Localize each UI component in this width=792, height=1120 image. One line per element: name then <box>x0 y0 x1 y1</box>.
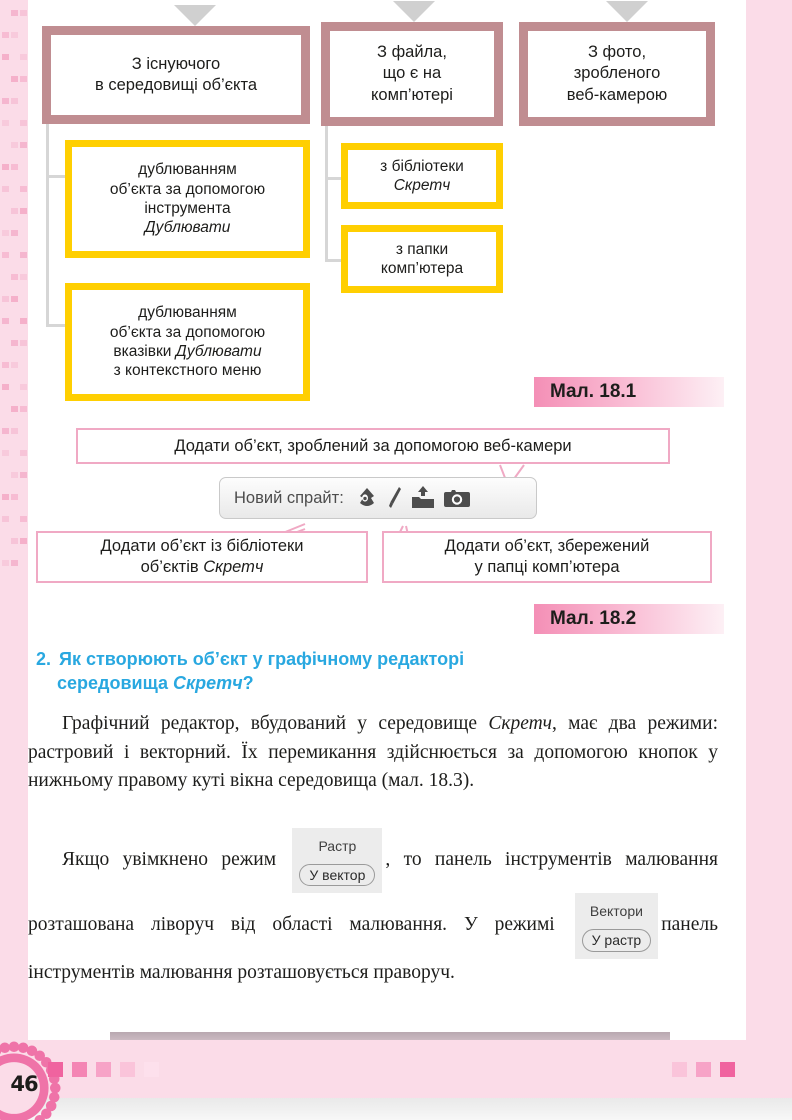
box-line: зробленого <box>573 64 661 83</box>
raster-mode-label: Растр <box>318 838 357 854</box>
box-line: веб-камерою <box>566 85 668 104</box>
box-line: З фото, <box>587 43 647 62</box>
footer-square <box>120 1062 135 1077</box>
new-sprite-label: Новий спрайт: <box>234 488 344 507</box>
diagram-box-from-scratch-library <box>341 143 503 209</box>
box-line: з бібліотеки <box>380 157 464 175</box>
callout-line: у папці комп’ютера <box>474 558 620 576</box>
footer-square <box>48 1062 63 1077</box>
footer-square <box>144 1062 159 1077</box>
figure-label-18-2: Мал. 18.2 <box>534 604 724 634</box>
camera-icon[interactable] <box>443 485 471 511</box>
connector-middle-vertical <box>325 126 328 262</box>
footer-square <box>96 1062 111 1077</box>
page-number: 46 <box>10 1072 38 1096</box>
paragraph-2-part-a: Якщо увімкнено режим <box>62 849 277 871</box>
section-heading <box>36 648 696 696</box>
box-line: об’єкта за допомогою <box>109 323 266 341</box>
box-line: З існуючого <box>131 54 221 73</box>
box-line: що є на <box>382 64 442 83</box>
callout-line-italic: Скретч <box>203 558 264 576</box>
box-line-italic: Скретч <box>393 177 451 194</box>
box-line: вказівки <box>113 343 176 360</box>
sprite-library-icon[interactable] <box>354 485 380 511</box>
paragraph-1 <box>28 710 718 796</box>
callout-line: Додати об’єкт із бібліотеки <box>100 537 304 556</box>
diagram-box-from-file <box>321 22 503 126</box>
section-title-line-2: середовища <box>57 672 173 693</box>
paragraph-1-part-a: Графічний редактор, вбудований у середовище <box>62 713 489 734</box>
page-bottom-shadow <box>0 1098 792 1120</box>
section-number: 2. <box>36 649 52 669</box>
to-raster-button[interactable]: У растр <box>582 929 652 952</box>
callout-line: Додати об’єкт, збережений <box>444 537 650 556</box>
box-line: комп’ютері <box>371 85 453 104</box>
arrow-down-icon-1 <box>174 5 216 26</box>
paragraph-2-part-b: , то панель інструментів малювання розташована ліворуч від області малювання. У режимі <box>28 849 719 936</box>
box-line: з контекстного меню <box>113 362 262 380</box>
callout-computer-folder <box>382 531 712 583</box>
diagram-box-duplicate-context-menu <box>65 283 310 401</box>
callout-line: об’єктів <box>140 558 204 576</box>
arrow-down-icon-3 <box>606 1 648 22</box>
vector-mode-widget[interactable] <box>575 893 659 958</box>
to-vector-button[interactable]: У вектор <box>299 864 375 887</box>
diagram-18-1 <box>28 0 732 420</box>
section-title-line-1: Як створюють об’єкт у графічному редакторі <box>59 649 465 669</box>
upload-folder-icon[interactable] <box>410 485 436 511</box>
diagram-box-from-webcam-photo <box>519 22 715 126</box>
raster-mode-widget[interactable] <box>292 828 382 893</box>
callout-scratch-library <box>36 531 368 583</box>
section-title-italic: Скретч <box>173 672 243 693</box>
footer-squares-right <box>672 1062 744 1080</box>
arrow-down-icon-2 <box>393 1 435 22</box>
box-line: комп’ютера <box>380 260 464 277</box>
callout-webcam: Додати об’єкт, зроблений за допомогою веб-камери <box>76 428 670 464</box>
box-line: дублюванням <box>138 161 237 179</box>
box-line-italic: Дублювати <box>144 219 231 237</box>
diagram-box-duplicate-tool <box>65 140 310 258</box>
box-line: об’єкта за допомогою <box>109 180 266 198</box>
connector-left-vertical <box>46 124 49 326</box>
scratch-new-sprite-toolbar[interactable] <box>219 477 537 519</box>
box-line: інструмента <box>144 200 231 217</box>
figure-label-18-1: Мал. 18.1 <box>534 377 724 407</box>
box-line: в середовищі об’єкта <box>94 76 258 94</box>
footer-square <box>672 1062 687 1077</box>
vector-mode-label: Вектори <box>589 903 643 920</box>
box-line: дублюванням <box>138 304 237 322</box>
paragraph-2-part-c: панель інструментів малювання розташовується праворуч. <box>28 914 719 983</box>
footer-square <box>720 1062 735 1077</box>
paragraph-1-italic: Скретч <box>488 713 552 734</box>
footer-square <box>72 1062 87 1077</box>
section-title-qmark: ? <box>242 672 254 693</box>
box-line: з папки <box>395 240 449 258</box>
paragraph-2 <box>28 828 718 987</box>
diagram-box-from-existing-object <box>42 26 310 124</box>
diagram-box-from-computer-folder <box>341 225 503 293</box>
paintbrush-icon[interactable] <box>387 485 403 511</box>
paragraph-1-part-b: , має два режими: растровий і векторний. Їх перемикання здійснюється за допомогою кнопок у нижньому правому куті вікна середовища (мал. 18.3). <box>28 713 718 792</box>
footer-square <box>696 1062 711 1077</box>
box-line-italic: Дублювати <box>175 343 262 360</box>
box-line: З файла, <box>377 43 447 62</box>
footer-squares-left <box>48 1062 168 1080</box>
